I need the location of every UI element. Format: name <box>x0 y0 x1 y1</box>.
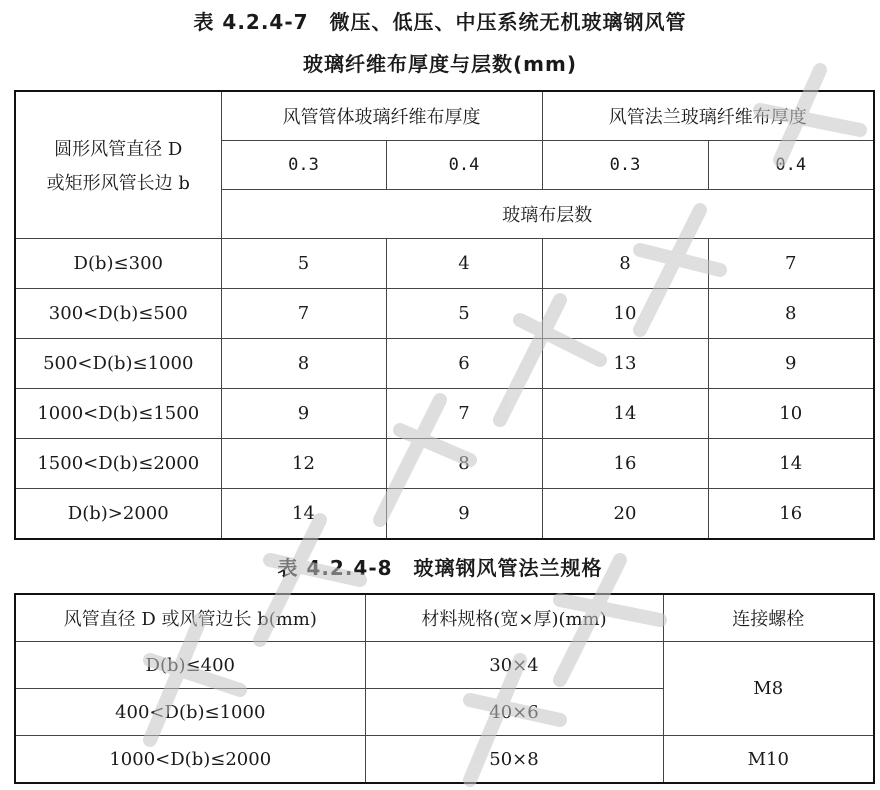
group-header-body: 风管管体玻璃纤维布厚度 <box>221 91 542 141</box>
flange-spec-table <box>14 593 875 784</box>
value-cell: 7 <box>221 289 386 339</box>
value-cell: 13 <box>542 339 708 389</box>
value-cell: 8 <box>386 439 542 489</box>
table-row <box>15 439 874 489</box>
value-cell: 14 <box>542 389 708 439</box>
range-cell: D(b)≤300 <box>15 239 221 289</box>
value-cell: 10 <box>542 289 708 339</box>
range-cell: D(b)≤400 <box>15 642 365 689</box>
table2-title: 表 4.2.4-8 玻璃钢风管法兰规格 <box>277 556 603 580</box>
value-cell: 8 <box>221 339 386 389</box>
value-cell: 16 <box>542 439 708 489</box>
row-label-header <box>15 91 221 239</box>
table-row <box>15 289 874 339</box>
value-cell: 8 <box>542 239 708 289</box>
value-cell: 16 <box>708 489 874 540</box>
value-cell: 9 <box>708 339 874 389</box>
range-cell: 500<D(b)≤1000 <box>15 339 221 389</box>
layers-subheader: 玻璃布层数 <box>221 190 874 239</box>
table1-title-line1: 表 4.2.4-7 微压、低压、中压系统无机玻璃钢风管 <box>193 10 687 34</box>
range-cell: 1000<D(b)≤1500 <box>15 389 221 439</box>
thickness-header: 0.3 <box>221 141 386 190</box>
value-cell: 5 <box>386 289 542 339</box>
value-cell: 7 <box>708 239 874 289</box>
column-header: 风管直径 D 或风管边长 b(mm) <box>15 594 365 642</box>
thickness-header: 0.4 <box>708 141 874 190</box>
value-cell: 12 <box>221 439 386 489</box>
value-cell: 14 <box>221 489 386 540</box>
value-cell: 7 <box>386 389 542 439</box>
column-header: 连接螺栓 <box>663 594 874 642</box>
range-cell: 1500<D(b)≤2000 <box>15 439 221 489</box>
range-cell: 300<D(b)≤500 <box>15 289 221 339</box>
table-row <box>15 389 874 439</box>
table-row <box>15 339 874 389</box>
spec-cell: 50×8 <box>365 736 663 784</box>
value-cell: 4 <box>386 239 542 289</box>
row-label-line1: 圆形风管直径 D <box>54 139 183 160</box>
table-row <box>15 736 874 784</box>
value-cell: 20 <box>542 489 708 540</box>
value-cell: 6 <box>386 339 542 389</box>
value-cell: 10 <box>708 389 874 439</box>
bolt-cell: M8 <box>663 642 874 736</box>
table-row <box>15 642 874 689</box>
table-row <box>15 239 874 289</box>
table-row <box>15 489 874 540</box>
range-cell: D(b)>2000 <box>15 489 221 540</box>
group-header-flange: 风管法兰玻璃纤维布厚度 <box>542 91 874 141</box>
spec-cell: 40×6 <box>365 689 663 736</box>
thickness-header: 0.3 <box>542 141 708 190</box>
column-header: 材料规格(宽×厚)(mm) <box>365 594 663 642</box>
table1-title-line2: 玻璃纤维布厚度与层数(mm) <box>303 52 577 76</box>
thickness-header: 0.4 <box>386 141 542 190</box>
spec-cell: 30×4 <box>365 642 663 689</box>
value-cell: 8 <box>708 289 874 339</box>
range-cell: 1000<D(b)≤2000 <box>15 736 365 784</box>
value-cell: 9 <box>221 389 386 439</box>
value-cell: 9 <box>386 489 542 540</box>
value-cell: 5 <box>221 239 386 289</box>
value-cell: 14 <box>708 439 874 489</box>
range-cell: 400<D(b)≤1000 <box>15 689 365 736</box>
row-label-line2: 或矩形风管长边 b <box>46 173 190 194</box>
fiberglass-layers-table <box>14 90 875 540</box>
bolt-cell: M10 <box>663 736 874 784</box>
